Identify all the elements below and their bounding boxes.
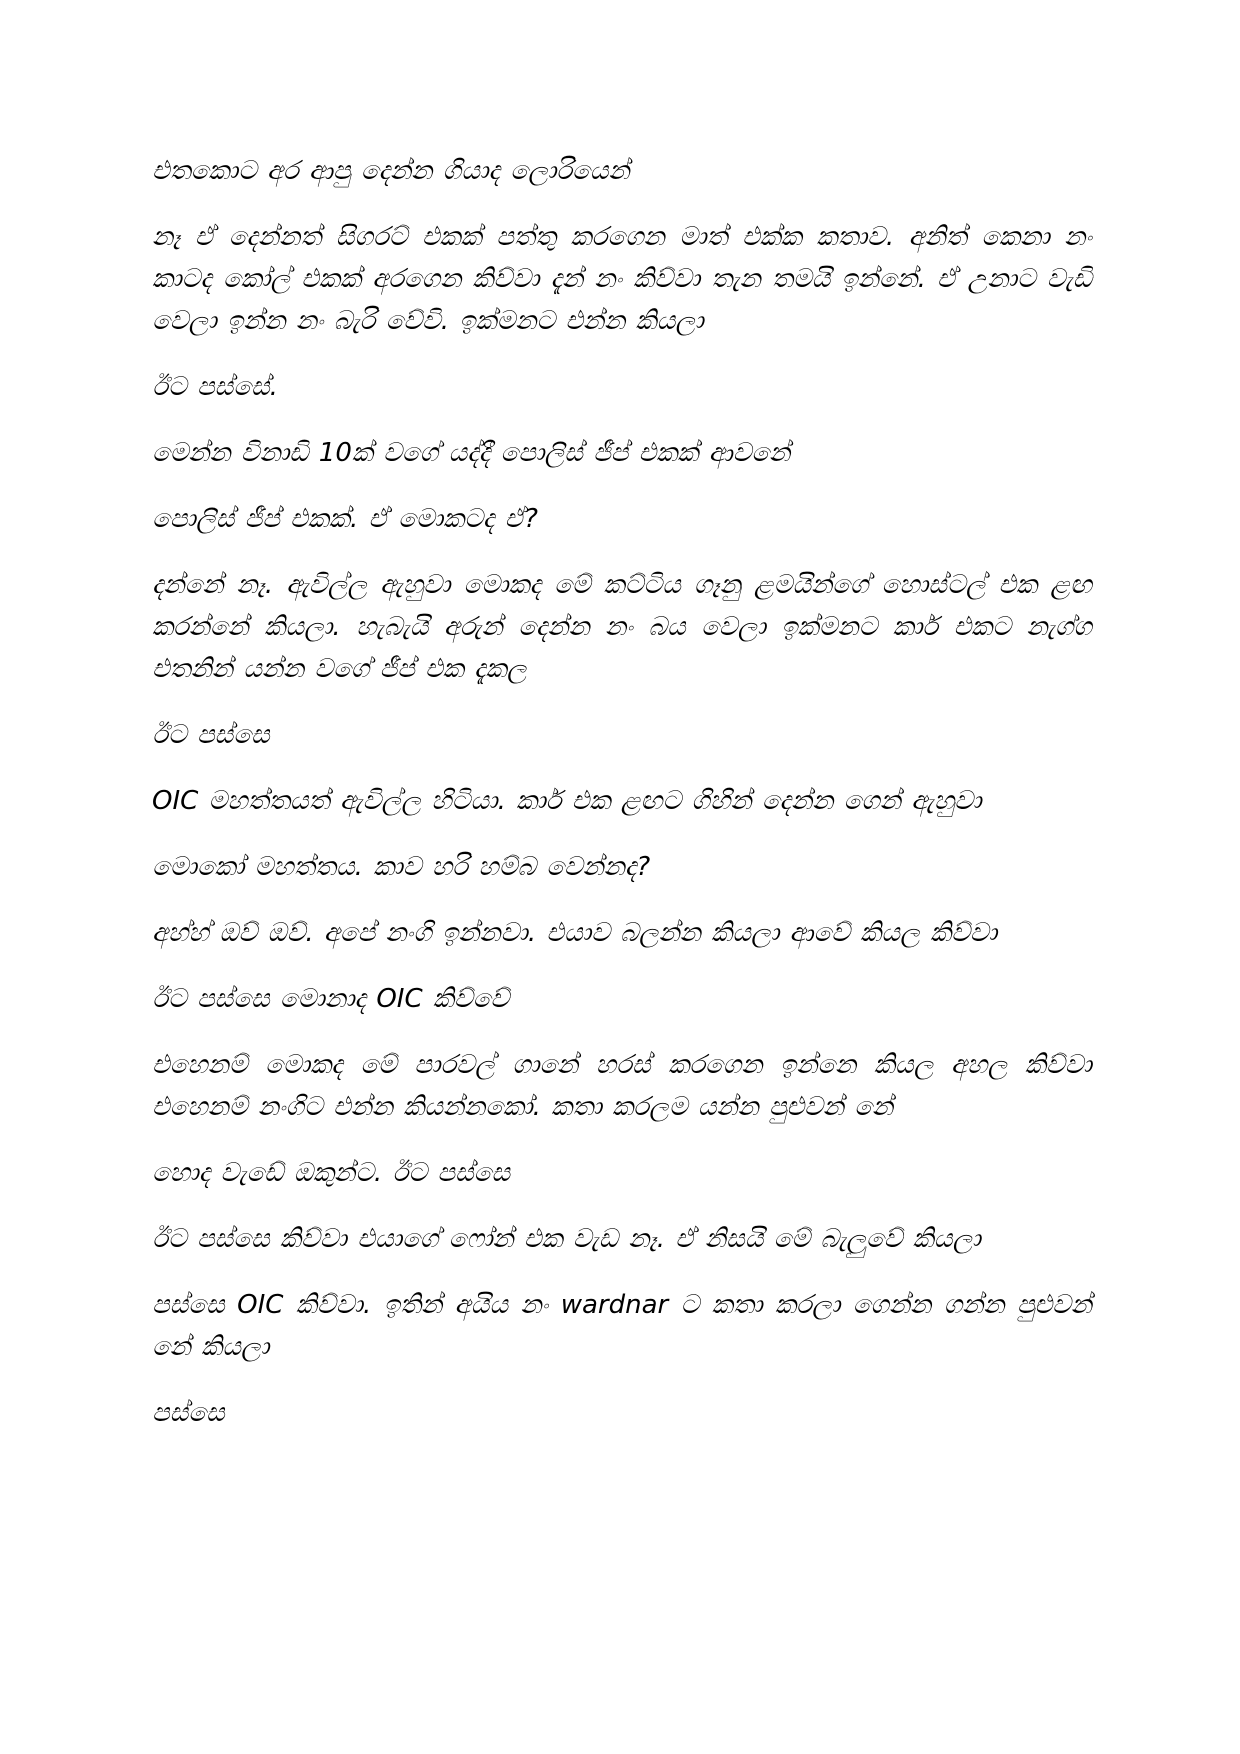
paragraph: මොකෝ මහත්තය. කාව හරි හම්බ වෙන්නද? [152,852,651,882]
paragraph: පොලිස් ජීප් එකක්. ඒ මොකටද ඒ? [152,504,538,534]
paragraph: එහෙනම් මොකද මේ පාරවල් ගානේ හරස් කරගෙන ඉන්නෙ කියල අහල කිව්වා එහෙනම් නංගිට එන්න කියන්නකෝ. කතා කරලම යන්න පුළුවන් නේ [152,1050,1092,1122]
paragraph: නෑ ඒ දෙන්නත් සිගරට් එකක් පත්තු කරගෙන මාත් එක්ක කතාව. අනිත් කෙනා නං කාටද කෝල් එකක් අරගෙන කිව්වා දැන් නං කිව්වා තැන තමයි ඉන්නේ. ඒ උනාට වැඩි වෙලා ඉන්න නං බැරි වේවි. ඉක්මනට එන්න කියලා [152,222,1092,336]
paragraph: OIC මහත්තයත් ඇවිල්ල හිටියා. කාර් එක ළඟට ගිහින් දෙන්න ගෙන් ඇහුවා [152,786,982,816]
document-body [152,150,1092,1458]
paragraph: හොද වැඩේ ඔකුන්ට. ඊට පස්සෙ [152,1158,511,1188]
paragraph: පස්සෙ [152,1398,225,1428]
paragraph: දන්නේ නෑ. ඇවිල්ල ඇහුවා මොකද මේ කට්ටිය ගෑනු ළමයින්ගේ හොස්ටල් එක ළඟ කරන්නේ කියලා. හැබැයි අරුන් දෙන්න නං බය වෙලා ඉක්මනට කාර් එකට නැග්ග එතනින් යන්න වගේ ජීප් එක දැකල [152,570,1092,684]
paragraph: ඊට පස්සෙ කිව්වා එයාගේ ෆෝන් එක වැඩ නෑ. ඒ නිසයි මේ බැලුවේ කියලා [152,1224,981,1254]
paragraph: ඊට පස්සේ. [152,372,278,402]
paragraph: අහ්හ් ඔව් ඔව්. අපේ නංගි ඉන්නවා. එයාව බලන්න කියලා ආවේ කියල කිව්වා [152,918,998,948]
paragraph: ඊට පස්සෙ මොනාද OIC කිව්වේ [152,984,510,1014]
paragraph: එතකොට අර ආපු දෙන්න ගියාද ලොරියෙන් [152,156,630,186]
paragraph: පස්සෙ OIC කිව්වා. ඉතින් අයිය නං wardnar ට කතා කරලා ගෙන්න ගන්න පුළුවන් නේ කියලා [152,1290,1092,1362]
paragraph: මෙන්න විනාඩි 10ක් වගේ යද්දී පොලිස් ජීප් එකක් ආවනේ [152,438,791,468]
paragraph: ඊට පස්සෙ [152,720,270,750]
